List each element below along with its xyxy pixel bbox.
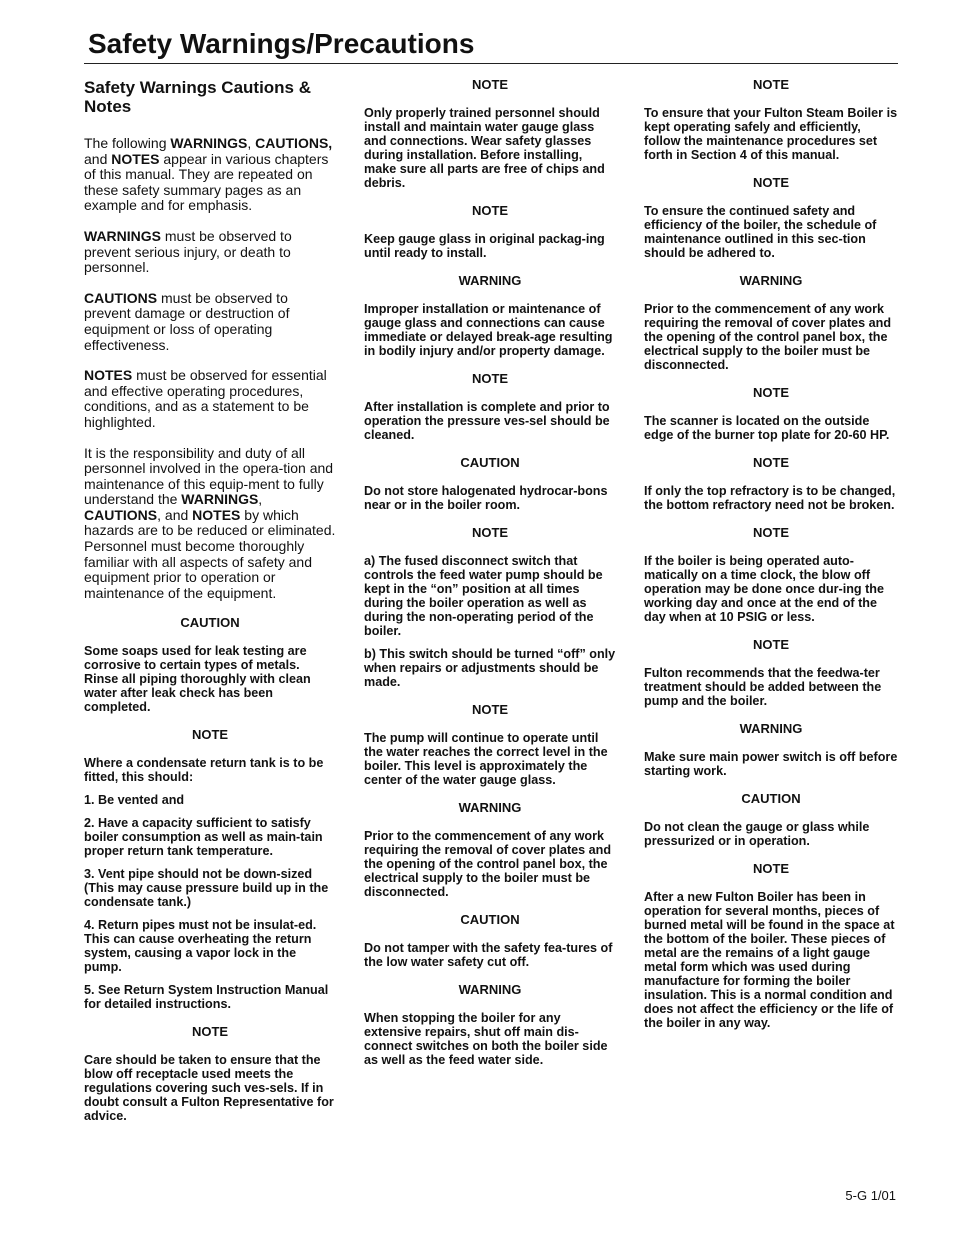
warning-text: Prior to the commencement of any work requiring the removal of cover plates and the opening of the control panel box, the electrical supply to the boiler must be disconnected.: [364, 829, 612, 899]
note-list-item: 4. Return pipes must not be insulat-ed. This can cause overheating the return system, causing a vapor lock in the pump.: [84, 918, 317, 975]
intro-paragraph-2: WARNINGS must be observed to prevent serious injury, or death to personnel.: [84, 227, 292, 276]
note-label: NOTE: [752, 77, 790, 92]
note-list-item: 1. Be vented and: [84, 793, 185, 808]
intro-paragraph-3: CAUTIONS must be observed to prevent damage or destruction of equipment or loss of operating effectiveness.: [84, 289, 290, 353]
note-list-item: 5. See Return System Instruction Manual for detailed instructions.: [84, 983, 329, 1012]
column-3: [644, 78, 898, 1044]
note-text: After a new Fulton Boiler has been in operation for several months, pieces of burned metal will be found in the space at the bottom of the boiler. These pieces of metal are the remains of a light gauge metal form which was used during manufacture for forming the boiler insulation. This is a normal condition and does not affect the efficiency or the life of the boiler in any way.: [644, 890, 895, 1030]
caution-label: CAUTION: [741, 791, 801, 806]
warning-label: WARNING: [458, 273, 522, 288]
caution-text: Do not store halogenated hydrocar-bons near or in the boiler room.: [364, 484, 608, 512]
note-label: NOTE: [471, 371, 509, 386]
page-title: Safety Warnings/Precautions: [88, 28, 475, 59]
column-1: [84, 78, 336, 1137]
note-text: a) The fused disconnect switch that controls the feed water pump should be kept in the “on” position at all times during the boiler operation as well as during the non-operating period of the boiler.: [364, 554, 603, 638]
note-label: NOTE: [752, 455, 790, 470]
note-label: NOTE: [471, 77, 509, 92]
warning-label: WARNING: [458, 982, 522, 997]
caution-label: CAUTION: [460, 912, 520, 927]
caution-text: Do not tamper with the safety fea-tures of the low water safety cut off.: [364, 941, 613, 969]
note-list-item: 2. Have a capacity sufficient to satisfy boiler consumption as well as main-tain proper return tank temperature.: [84, 816, 323, 859]
note-text: b) This switch should be turned “off” only when repairs or adjustments should be made.: [364, 647, 616, 689]
note-label: NOTE: [752, 637, 790, 652]
note-label: NOTE: [471, 525, 509, 540]
note-label: NOTE: [752, 175, 790, 190]
note-label: NOTE: [752, 525, 790, 540]
note-text: To ensure that your Fulton Steam Boiler is kept operating safely and efficiently, follow the maintenance procedures set forth in Section 4 of this manual.: [644, 106, 898, 162]
warning-label: WARNING: [739, 273, 803, 288]
note-label: NOTE: [752, 385, 790, 400]
note-text: If the boiler is being operated auto-matically on a time clock, the blow off operation may be done once dur-ing the working day and once at the end of the day when at 10 PSIG or less.: [644, 554, 885, 624]
note-label: NOTE: [752, 861, 790, 876]
intro-paragraph-5: It is the responsibility and duty of all personnel involved in the opera-tion and maintenance of this equip-ment to fully understand the WARNINGS, CAUTIONS, and NOTES by which hazards are to be reduced or eliminated. Personnel must become thoroughly familiar with all aspects of safety and equipment prior to operation or maintenance of the equipment.: [84, 444, 336, 601]
warning-text: Improper installation or maintenance of gauge glass and connections can cause immediate or delayed break-age resulting in bodily injury and/or property damage.: [364, 302, 613, 358]
caution-label: CAUTION: [460, 455, 520, 470]
warning-text: Make sure main power switch is off before starting work.: [644, 750, 898, 778]
note-label: NOTE: [471, 702, 509, 717]
note-text: To ensure the continued safety and efficiency of the boiler, the schedule of maintenance outlined in this sec-tion should be adhered to.: [644, 204, 877, 260]
note-label: NOTE: [191, 727, 229, 743]
warning-label: WARNING: [458, 800, 522, 815]
caution-text: Some soaps used for leak testing are corrosive to certain types of metals. Rinse all piping thoroughly with clean water after leak check has been completed.: [84, 644, 311, 715]
section-heading: Safety Warnings Cautions & Notes: [84, 78, 312, 116]
caution-text: Do not clean the gauge or glass while pressurized or in operation.: [644, 820, 870, 848]
intro-paragraph-4: NOTES must be observed for essential and effective operating procedures, conditions, and as a statement to be highlighted.: [84, 367, 327, 430]
note-text: Only properly trained personnel should install and maintain water gauge glass and connections. Wear safety glasses during installation. Before installing, make sure all parts are free of chips and debris.: [364, 106, 605, 190]
note-label: NOTE: [471, 203, 509, 218]
note-text: If only the top refractory is to be changed, the bottom refractory need not be broken.: [644, 484, 896, 512]
note-text: Fulton recommends that the feedwa-ter treatment should be added between the pump and the boiler.: [644, 666, 882, 708]
note-text: Where a condensate return tank is to be fitted, this should:: [84, 756, 324, 785]
note-list-item: 3. Vent pipe should not be down-sized (This may cause pressure build up in the condensate tank.): [84, 867, 329, 910]
warning-label: WARNING: [739, 721, 803, 736]
title-rule: [84, 63, 898, 64]
note-label: NOTE: [191, 1024, 229, 1040]
note-text: Keep gauge glass in original packag-ing until ready to install.: [364, 232, 605, 260]
note-text: Care should be taken to ensure that the blow off receptacle used meets the regulations covering such ves-sels. If in doubt consult a Fulton Representative for advice.: [84, 1053, 334, 1124]
note-text: The pump will continue to operate until the water reaches the correct level in the boiler. This level is approximately the center of the water gauge glass.: [364, 731, 608, 787]
column-2: [364, 78, 616, 1081]
note-text: The scanner is located on the outside edge of the burner top plate for 20-60 HP.: [644, 414, 890, 442]
note-text: After installation is complete and prior to operation the pressure ves-sel should be cleaned.: [364, 400, 610, 442]
warning-text: Prior to the commencement of any work requiring the removal of cover plates and the opening of the control panel box, the electrical supply to the boiler must be disconnected.: [644, 302, 892, 372]
page-footer: 5-G 1/01: [845, 1188, 896, 1203]
warning-text: When stopping the boiler for any extensive repairs, shut off main dis-connect switches on both the boiler side as well as the feed water side.: [364, 1011, 608, 1067]
intro-paragraph-1: The following WARNINGS, CAUTIONS, and NOTES appear in various chapters of this manual. They are repeated on these safety summary pages as an example and for emphasis.: [84, 135, 333, 214]
caution-label: CAUTION: [180, 615, 240, 631]
